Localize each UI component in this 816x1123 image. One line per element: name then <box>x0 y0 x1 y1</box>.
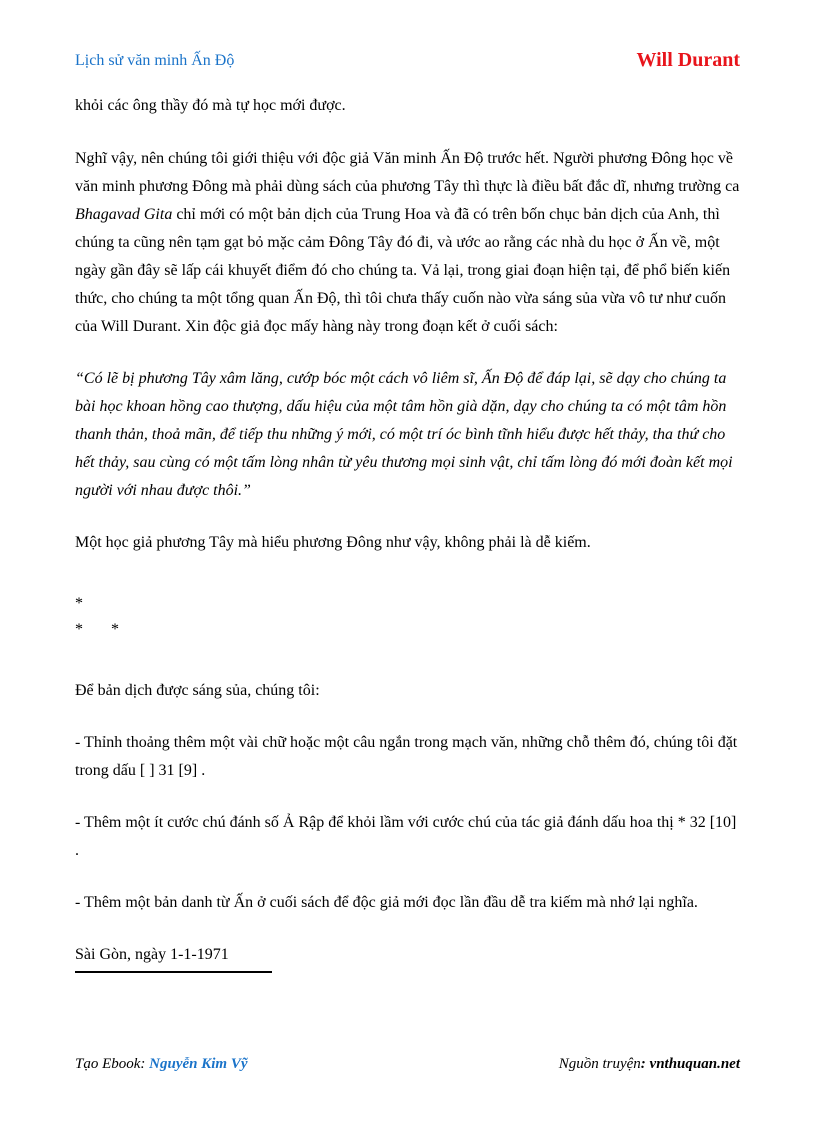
paragraph-remark: Một học giả phương Tây mà hiểu phương Đông như vậy, không phải là dễ kiếm. <box>75 534 591 551</box>
footer-ebook-label: Tạo Ebook <box>75 1056 141 1072</box>
page-content <box>75 92 741 973</box>
footer-source: Nguồn truyện: vnthuquan.net <box>558 1056 740 1072</box>
separator-star-row <box>75 617 741 643</box>
signature-date: Sài Gòn, ngày 1-1-1971 <box>75 946 229 963</box>
footer-source-label: Nguồn truyện <box>558 1056 641 1072</box>
list-item-glossary: - Thêm một bản danh từ Ấn ở cuối sách để độc giả mới đọc lần đầu dễ tra kiếm mà nhớ lại nghĩa. <box>75 894 698 911</box>
list-item-additions: - Thỉnh thoảng thêm một vài chữ hoặc một câu ngắn trong mạch văn, những chỗ thêm đó, chúng tôi đặt trong dấu [ ] 31 [9] . <box>75 734 738 779</box>
separator-star: * <box>75 621 83 638</box>
paragraph-method: Để bản dịch được sáng sủa, chúng tôi: <box>75 682 320 699</box>
footer-ebook-author: Nguyễn Kim Vỹ <box>149 1056 248 1072</box>
list-item-footnotes: - Thêm một ít cước chú đánh số Ả Rập để khỏi lầm với cước chú của tác giả đánh dấu hoa thị * 32 [10] . <box>75 814 737 859</box>
header-author: Will Durant <box>636 49 740 71</box>
paragraph-intro-end: chỉ mới có một bản dịch của Trung Hoa và đã có trên bốn chục bản dịch của Anh, thì chúng ta cũng nên tạm gạt bỏ mặc cảm Đông Tây đó đi, và ước ao rằng các nhà du học ở Ấn về, một ngày gần đây sẽ lấp cái khuyết điểm đó cho chúng ta. Vả lại, trong giai đoạn hiện tại, để phổ biến kiến thức, cho chúng ta một tổng quan Ấn Độ, thì tôi chưa thấy cuốn nào vừa sáng sủa vừa vô tư như cuốn của Will Durant. Xin độc giả đọc mấy hàng này trong đoạn kết ở cuối sách: <box>75 206 731 335</box>
separator-star: * <box>111 621 119 638</box>
section-separator <box>75 591 741 643</box>
header-book-title: Lịch sử văn minh Ấn Độ <box>75 52 235 69</box>
paragraph-continuation: khỏi các ông thầy đó mà tự học mới được. <box>75 97 346 114</box>
paragraph-intro <box>75 145 741 341</box>
quote-paragraph: “Có lẽ bị phương Tây xâm lăng, cướp bóc một cách vô liêm sĩ, Ấn Độ để đáp lại, sẽ dạy cho chúng ta bài học khoan hồng cao thượng, dấu hiệu của một tâm hồn già dặn, dạy cho chúng ta có một tâm hồn thanh thản, thoả mãn, để tiếp thu những ý mới, có một trí óc bình tĩnh hiểu được hết thảy, tha thứ cho hết thảy, sau cùng có một tấm lòng nhân từ yêu thương mọi sinh vật, chỉ tấm lòng đó mới đoàn kết mọi người với nhau được thôi.” <box>75 370 733 499</box>
footer-ebook-credit: Tạo Ebook: Nguyễn Kim Vỹ <box>75 1056 248 1072</box>
signature-underline <box>75 971 272 973</box>
footer-source-site: vnthuquan.net <box>649 1056 740 1072</box>
book-title-italic: Bhagavad Gita <box>75 206 173 223</box>
paragraph-intro-start: Nghĩ vậy, nên chúng tôi giới thiệu với độc giả Văn minh Ấn Độ trước hết. Người phương Đông học về văn minh phương Đông mà phải dùng sách của phương Tây thì thực là điều bất đắc dĩ, nhưng trường ca <box>75 150 740 195</box>
separator-star: * <box>75 595 83 612</box>
